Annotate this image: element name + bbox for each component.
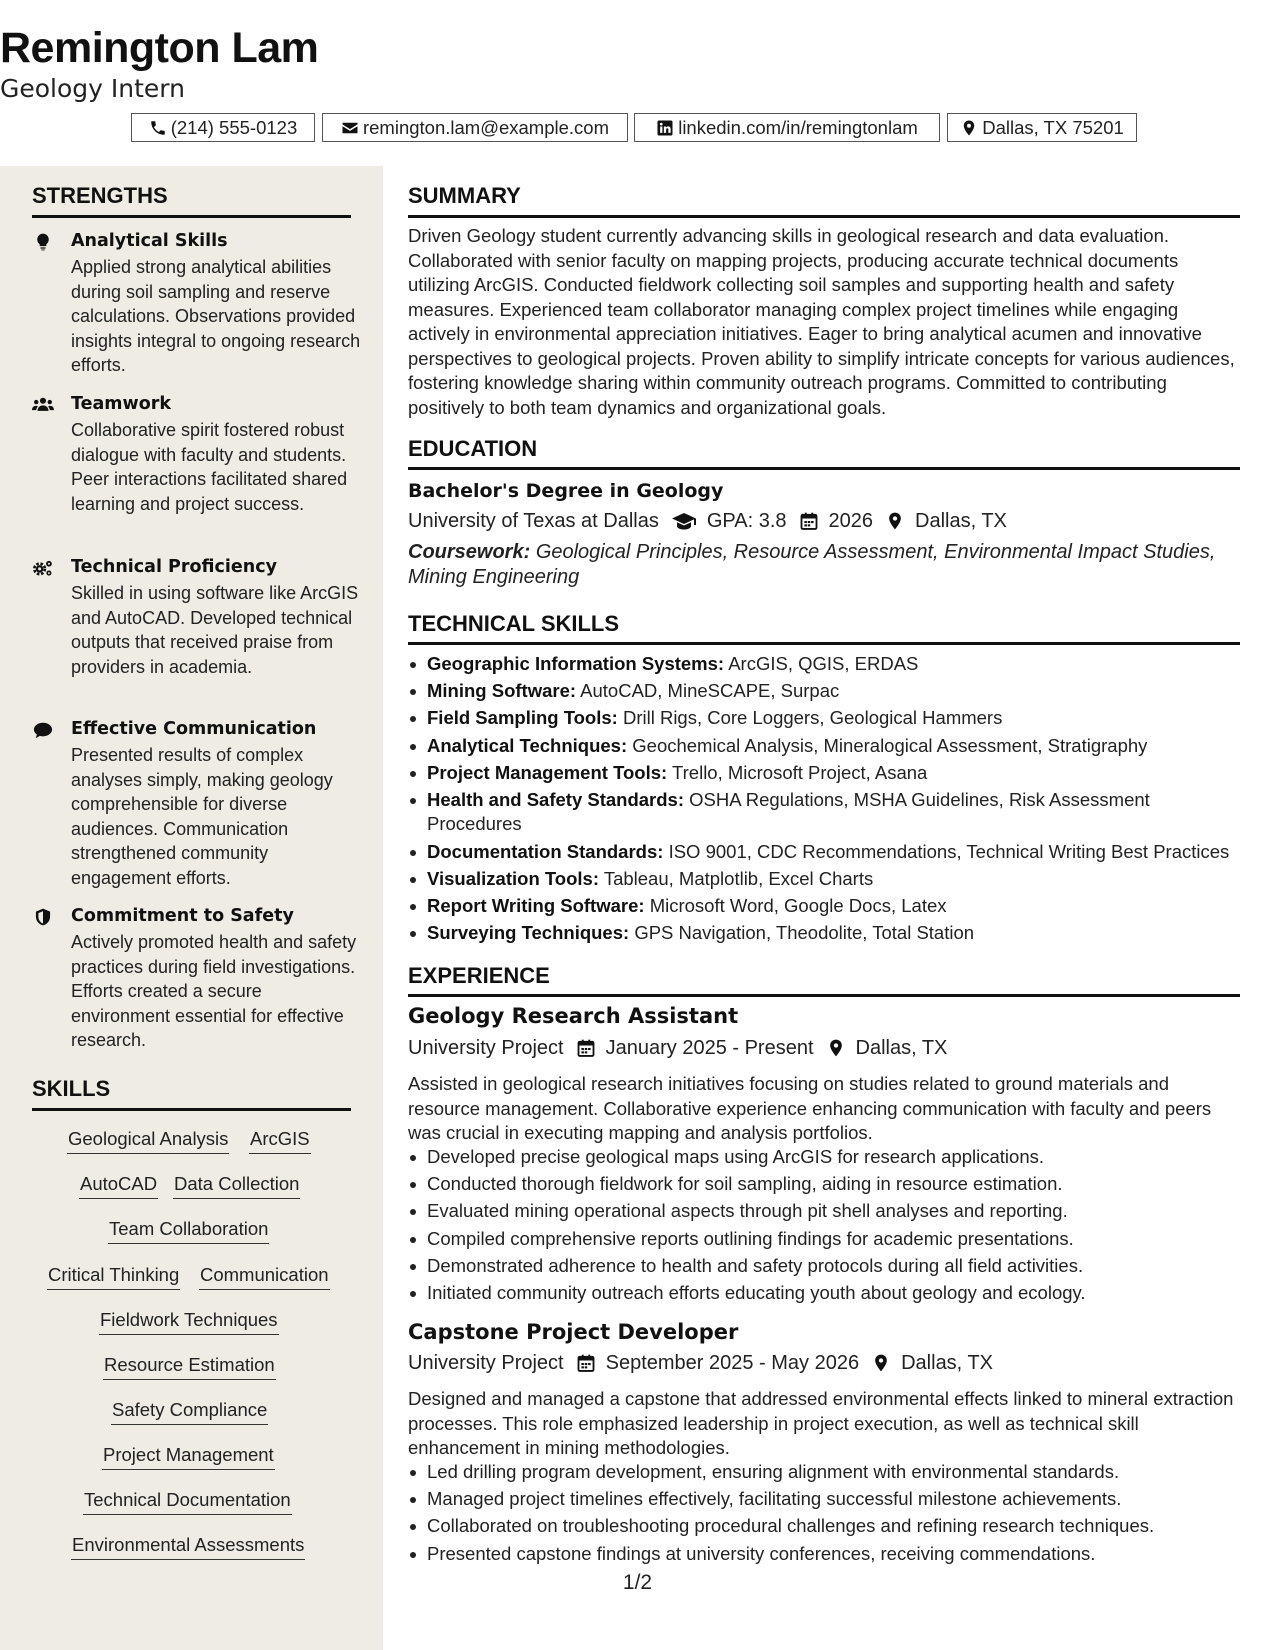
- list-item: Mining Software: AutoCAD, MineSCAPE, Surpac: [408, 679, 1240, 704]
- strength-text: Actively promoted health and safety practices during field investigations. Efforts created a secure environment essential for effective research.: [71, 932, 357, 1050]
- skill-tag: Resource Estimation: [103, 1352, 276, 1380]
- skill-tag: AutoCAD: [79, 1171, 158, 1199]
- graduation-year: 2026: [828, 509, 874, 532]
- skill-tag: Geological Analysis: [67, 1126, 229, 1154]
- strength-title: Effective Communication: [71, 719, 317, 739]
- graduation-cap-icon: [671, 511, 697, 531]
- list-item: Led drilling program development, ensuring alignment with environmental standards.: [408, 1460, 1240, 1485]
- map-pin-icon: [871, 1353, 891, 1373]
- strengths-divider: [32, 215, 351, 218]
- education-divider: [408, 467, 1240, 470]
- linkedin-text: linkedin.com/in/remingtonlam: [678, 116, 918, 138]
- lightbulb-icon: [32, 232, 54, 252]
- job-meta: [408, 1034, 947, 1062]
- candidate-name: Remington Lam: [0, 24, 319, 72]
- skill-tag: Project Management: [102, 1442, 275, 1470]
- users-icon: [32, 395, 54, 415]
- skills-heading: SKILLS: [32, 1076, 111, 1101]
- email-text: remington.lam@example.com: [362, 116, 609, 138]
- list-item: Presented capstone findings at university conferences, receiving commendations.: [408, 1542, 1240, 1567]
- technical-skills-divider: [408, 642, 1240, 645]
- strength-text: Applied strong analytical abilities during soil sampling and reserve calculations. Observations provided insights integral to ongoing research efforts.: [71, 257, 361, 375]
- summary-heading: SUMMARY: [408, 183, 521, 208]
- school-name: University of Texas at Dallas: [408, 509, 659, 532]
- technical-skills-list: [408, 652, 1240, 948]
- envelope-icon: [341, 119, 359, 137]
- list-item: Field Sampling Tools: Drill Rigs, Core Loggers, Geological Hammers: [408, 706, 1240, 731]
- map-pin-icon: [960, 119, 978, 137]
- skill-tag: Critical Thinking: [47, 1262, 180, 1290]
- job-title: Geology Research Assistant: [408, 1004, 739, 1028]
- job-org: University Project: [408, 1351, 564, 1374]
- coursework-label: Coursework:: [408, 541, 531, 563]
- skills-divider: [32, 1108, 351, 1111]
- gears-icon: [32, 558, 54, 578]
- strength-title: Teamwork: [71, 394, 171, 414]
- list-item: Managed project timelines effectively, facilitating successful milestone achievements.: [408, 1487, 1240, 1512]
- location-text: Dallas, TX 75201: [982, 116, 1124, 138]
- job-bullets: [408, 1145, 1240, 1308]
- strength-text: Presented results of complex analyses simply, making geology comprehensible for diverse audiences. Communication strengthened community engagement efforts.: [71, 745, 333, 888]
- calendar-icon: [799, 511, 819, 531]
- job-dates: September 2025 - May 2026: [605, 1351, 860, 1374]
- list-item: Documentation Standards: ISO 9001, CDC Recommendations, Technical Writing Best Practices: [408, 840, 1240, 865]
- strength-text: Collaborative spirit fostered robust dialogue with faculty and students. Peer interactions facilitated shared learning and project success.: [71, 420, 348, 514]
- job-meta: [408, 1349, 993, 1377]
- strength-title: Analytical Skills: [71, 231, 228, 251]
- job-location: Dallas, TX: [855, 1036, 948, 1059]
- job-location: Dallas, TX: [901, 1351, 993, 1374]
- page-number: 1/2: [622, 1571, 653, 1594]
- experience-heading: EXPERIENCE: [408, 963, 550, 988]
- list-item: Collaborated on troubleshooting procedural challenges and refining research techniques.: [408, 1514, 1240, 1539]
- list-item: Demonstrated adherence to health and safety protocols during all field activities.: [408, 1254, 1240, 1279]
- list-item: Visualization Tools: Tableau, Matplotlib, Excel Charts: [408, 867, 1240, 892]
- job-summary: Designed and managed a capstone that addressed environmental effects linked to mineral extraction processes. This role emphasized leadership in project execution, as well as technical skill enhancement in mining methodologies.: [408, 1388, 1234, 1458]
- skill-tag: Communication: [199, 1262, 330, 1290]
- job-dates: January 2025 - Present: [605, 1036, 814, 1059]
- skill-tag: Fieldwork Techniques: [99, 1307, 279, 1335]
- strength-title: Technical Proficiency: [71, 557, 277, 577]
- list-item: Geographic Information Systems: ArcGIS, QGIS, ERDAS: [408, 652, 1240, 677]
- list-item: Evaluated mining operational aspects through pit shell analyses and reporting.: [408, 1199, 1240, 1224]
- comment-icon: [32, 720, 54, 740]
- shield-icon: [32, 907, 54, 927]
- linkedin-contact[interactable]: [634, 113, 940, 142]
- list-item: Health and Safety Standards: OSHA Regulations, MSHA Guidelines, Risk Assessment Procedures: [408, 788, 1240, 837]
- calendar-icon: [576, 1038, 596, 1058]
- degree-title: Bachelor's Degree in Geology: [408, 480, 724, 502]
- list-item: Report Writing Software: Microsoft Word, Google Docs, Latex: [408, 894, 1240, 919]
- list-item: Surveying Techniques: GPS Navigation, Theodolite, Total Station: [408, 921, 1240, 946]
- experience-divider: [408, 994, 1240, 997]
- strength-title: Commitment to Safety: [71, 906, 294, 926]
- skill-tag: Environmental Assessments: [71, 1532, 305, 1560]
- strength-text: Skilled in using software like ArcGIS and AutoCAD. Developed technical outputs that received praise from providers in academia.: [71, 583, 359, 677]
- location-contact: [947, 113, 1137, 142]
- skill-tag: ArcGIS: [249, 1126, 311, 1154]
- map-pin-icon: [826, 1038, 846, 1058]
- email-contact[interactable]: [322, 113, 628, 142]
- list-item: Project Management Tools: Trello, Microsoft Project, Asana: [408, 761, 1240, 786]
- skill-tag: Team Collaboration: [108, 1216, 269, 1244]
- coursework-list: Geological Principles, Resource Assessment, Environmental Impact Studies, Mining Engineering: [408, 541, 1216, 588]
- technical-skills-heading: TECHNICAL SKILLS: [408, 611, 620, 636]
- list-item: Conducted thorough fieldwork for soil sampling, aiding in resource estimation.: [408, 1172, 1240, 1197]
- summary-text: Driven Geology student currently advancing skills in geological research and data evaluation. Collaborated with senior faculty on mapping projects, producing accurate technical documents utilizing ArcGIS. Conducted fieldwork collecting soil samples and supporting health and safety measures. Experienced team collaborator managing complex project timelines while engaging actively in environmental appreciation initiatives. Eager to bring analytical acumen and innovative perspectives to geological projects. Proven ability to simplify intricate concepts for various audiences, fostering knowledge sharing within community outreach programs. Committed to contributing positively to both team dynamics and organizational goals.: [408, 225, 1235, 418]
- gpa-text: GPA: 3.8: [706, 509, 787, 532]
- phone-icon: [149, 119, 167, 137]
- skill-tag: Data Collection: [173, 1171, 300, 1199]
- linkedin-icon: [656, 119, 674, 137]
- phone-text: (214) 555-0123: [170, 116, 298, 138]
- list-item: Developed precise geological maps using ArcGIS for research applications.: [408, 1145, 1240, 1170]
- calendar-icon: [576, 1353, 596, 1373]
- list-item: Initiated community outreach efforts educating youth about geology and ecology.: [408, 1281, 1240, 1306]
- education-meta: [408, 507, 1007, 535]
- phone-contact[interactable]: [131, 113, 315, 142]
- summary-divider: [408, 215, 1240, 218]
- skill-tag: Technical Documentation: [83, 1487, 292, 1515]
- skill-tag: Safety Compliance: [111, 1397, 268, 1425]
- coursework: [408, 540, 1238, 589]
- list-item: Compiled comprehensive reports outlining findings for academic presentations.: [408, 1227, 1240, 1252]
- education-location: Dallas, TX: [915, 509, 1007, 532]
- education-heading: EDUCATION: [408, 436, 538, 461]
- job-org: University Project: [408, 1036, 564, 1059]
- candidate-title: Geology Intern: [0, 74, 185, 103]
- job-title: Capstone Project Developer: [408, 1320, 739, 1344]
- strengths-heading: STRENGTHS: [32, 183, 168, 208]
- map-pin-icon: [885, 511, 905, 531]
- job-bullets: [408, 1460, 1240, 1569]
- list-item: Analytical Techniques: Geochemical Analysis, Mineralogical Assessment, Stratigraphy: [408, 734, 1240, 759]
- job-summary: Assisted in geological research initiatives focusing on studies related to ground materials and resource management. Collaborative experience enhancing communication with faculty and peers was crucial in executing mapping and analysis portfolios.: [408, 1073, 1212, 1143]
